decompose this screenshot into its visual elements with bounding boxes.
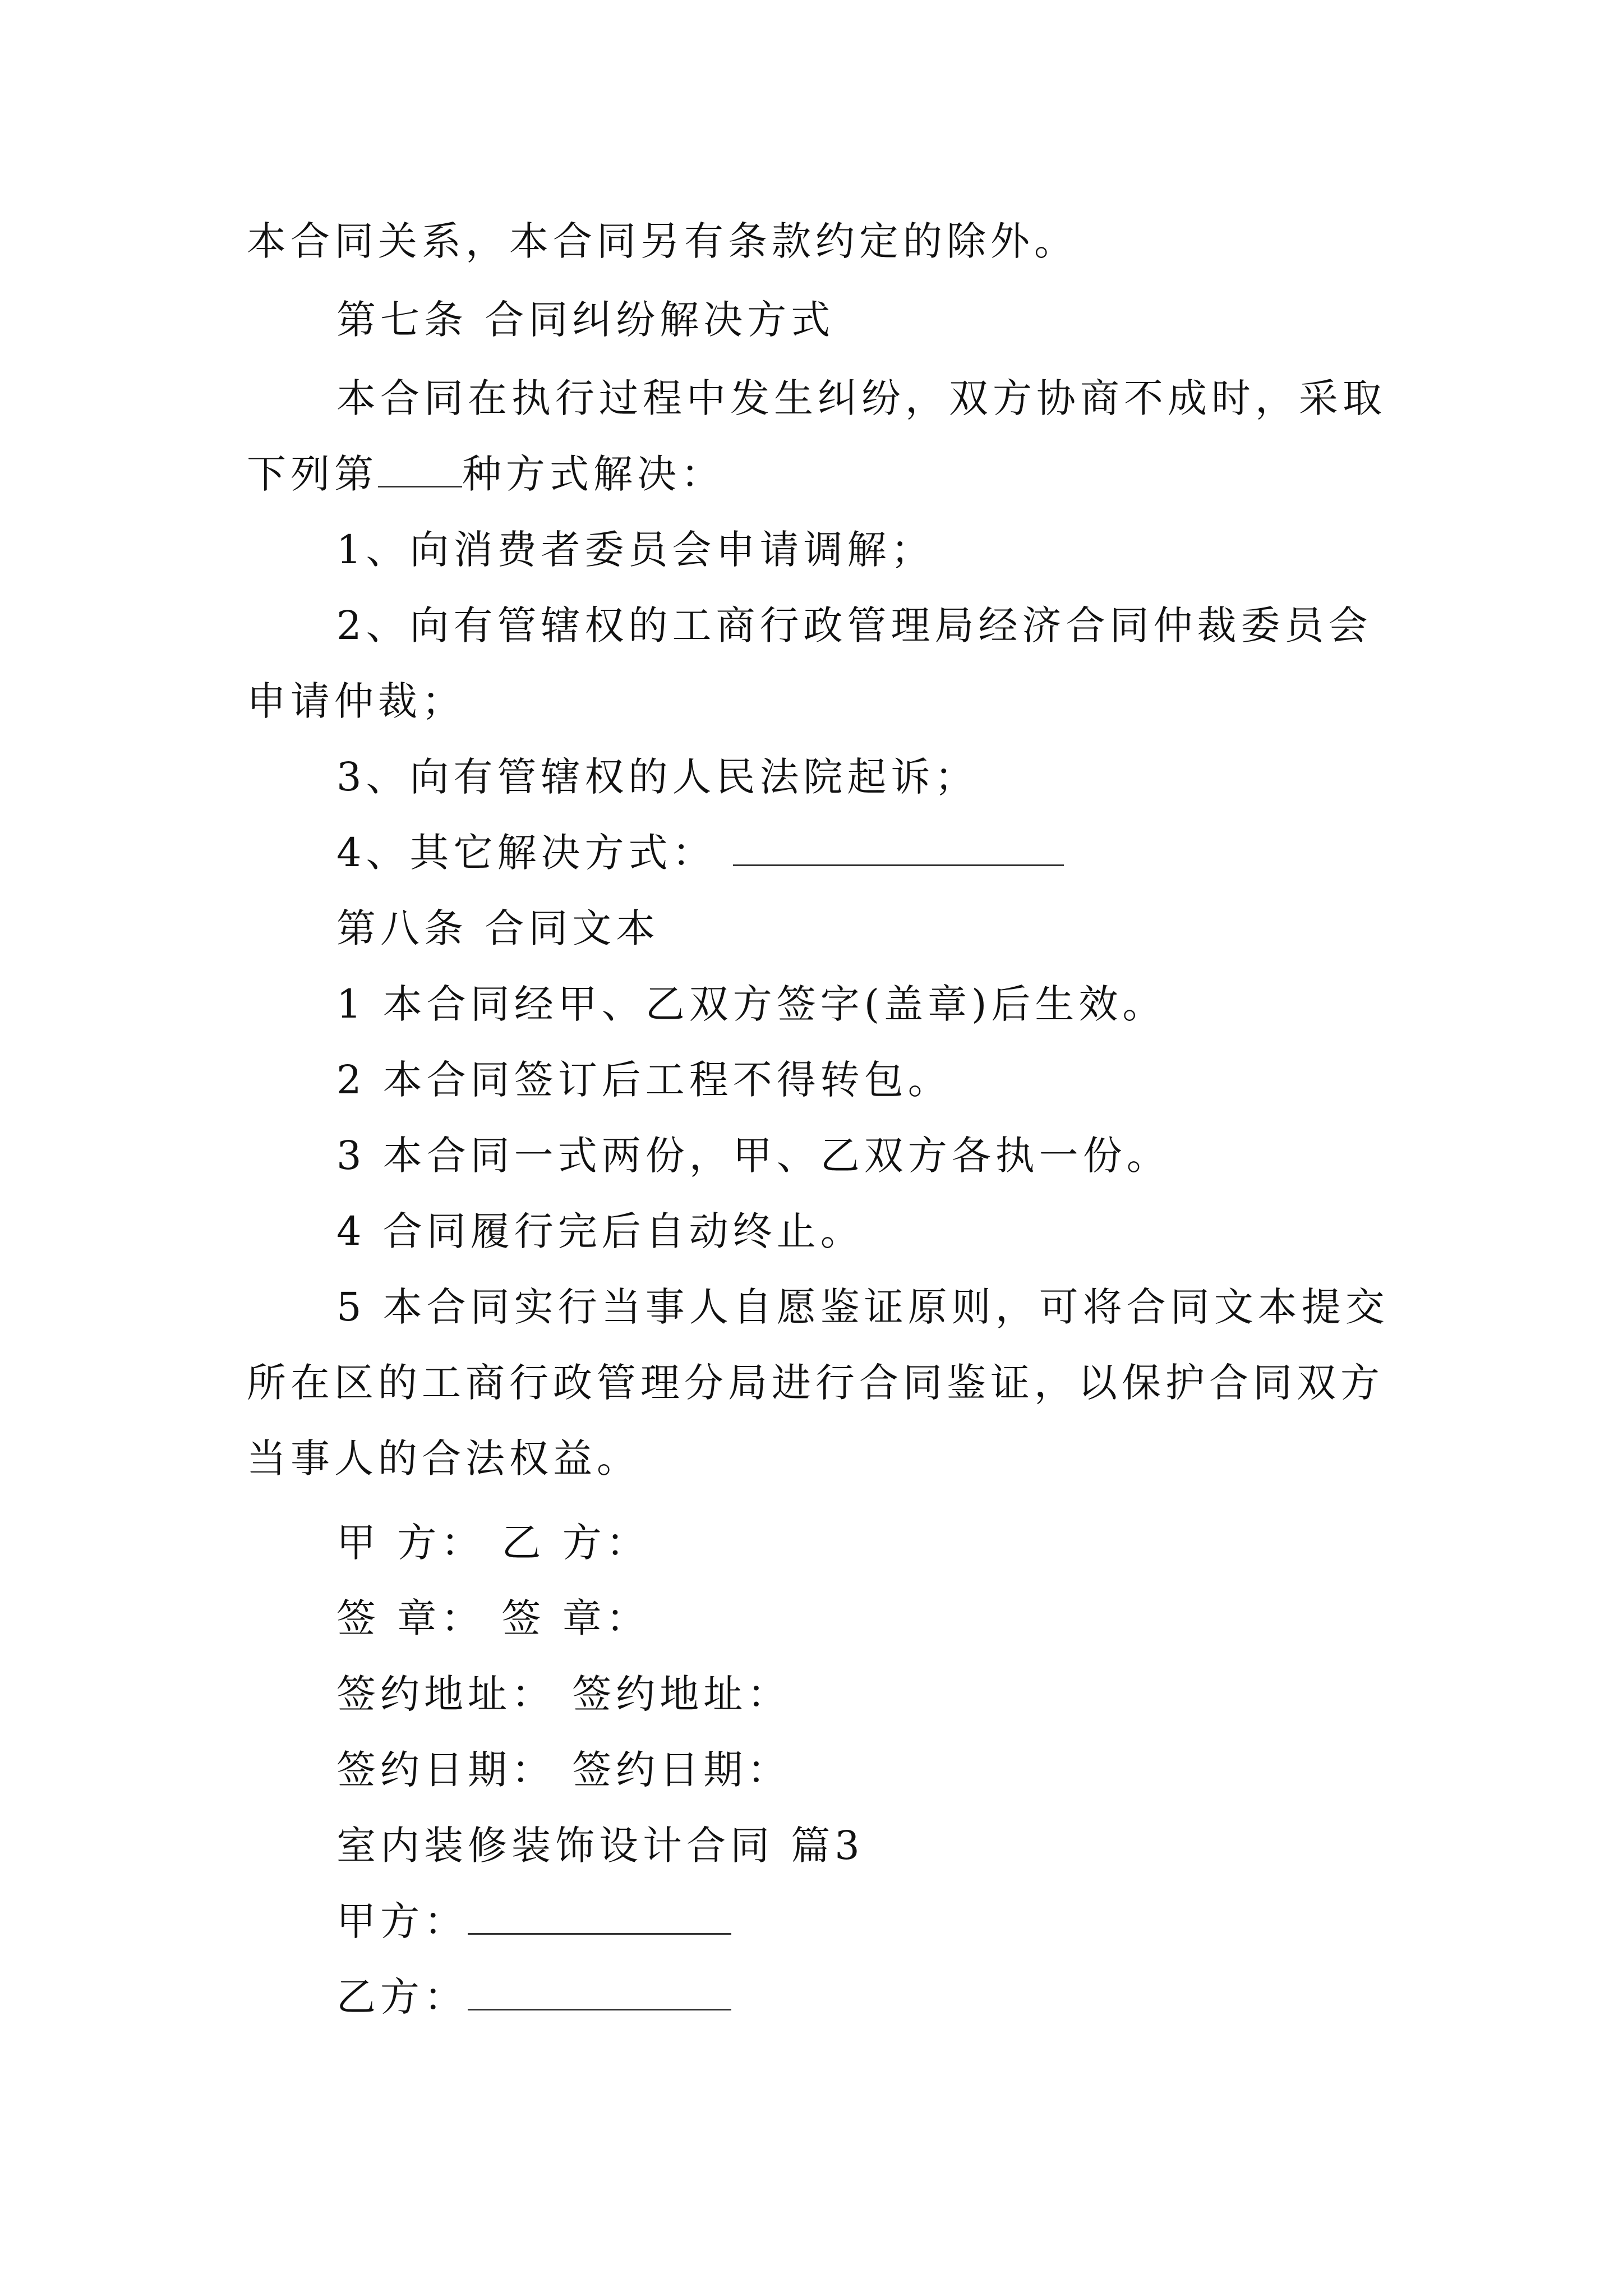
article-7-prefix: 下列第 <box>247 451 378 497</box>
party-b-blank[interactable] <box>468 1974 731 2010</box>
section-title: 室内装修装饰设计合同 篇3 <box>336 1823 864 1869</box>
signature-address: 签约地址： 签约地址： <box>336 1671 791 1717</box>
option-3: 3、向有管辖权的人民法院起诉； <box>336 754 979 800</box>
article-8-heading: 第八条 合同文本 <box>336 905 660 951</box>
other-method-blank[interactable] <box>733 830 1064 866</box>
signature-date: 签约日期： 签约日期： <box>336 1747 791 1793</box>
option-1: 1、向消费者委员会申请调解； <box>336 527 935 573</box>
signature-parties: 甲 方： 乙 方： <box>336 1520 650 1566</box>
article-7-suffix: 种方式解决： <box>462 451 725 497</box>
article-7-body-line-1: 本合同在执行过程中发生纠纷，双方协商不成时，采取 <box>336 375 1386 421</box>
choice-blank[interactable] <box>378 451 462 487</box>
article-8-item-2: 2 本合同签订后工程不得转包。 <box>336 1057 952 1103</box>
article-8-item-5-line-3: 当事人的合法权益。 <box>247 1435 640 1481</box>
option-2-line-2: 申请仲裁； <box>247 678 465 724</box>
article-8-item-1: 1 本合同经甲、乙双方签字(盖章)后生效。 <box>336 981 1166 1027</box>
party-a-line <box>336 1893 731 1949</box>
option-4 <box>336 825 1064 881</box>
article-7-body-line-2 <box>247 446 725 502</box>
party-b-line <box>336 1969 731 2025</box>
party-b-label: 乙方： <box>336 1974 468 2020</box>
article-7-heading: 第七条 合同纠纷解决方式 <box>336 297 835 343</box>
option-4-label: 4、其它解决方式： <box>336 830 716 876</box>
article-8-item-5-line-1: 5 本合同实行当事人自愿鉴证原则，可将合同文本提交 <box>336 1284 1389 1330</box>
option-2-line-1: 2、向有管辖权的工商行政管理局经济合同仲裁委员会 <box>336 602 1372 648</box>
paragraph-continuation: 本合同关系，本合同另有条款约定的除外。 <box>247 218 1078 264</box>
signature-seal: 签 章： 签 章： <box>336 1595 650 1641</box>
party-a-label: 甲方： <box>336 1898 468 1944</box>
article-8-item-4: 4 合同履行完后自动终止。 <box>336 1208 864 1254</box>
article-8-item-3: 3 本合同一式两份，甲、乙双方各执一份。 <box>336 1133 1170 1179</box>
article-8-item-5-line-2: 所在区的工商行政管理分局进行合同鉴证，以保护合同双方 <box>247 1360 1384 1406</box>
party-a-blank[interactable] <box>468 1898 731 1935</box>
